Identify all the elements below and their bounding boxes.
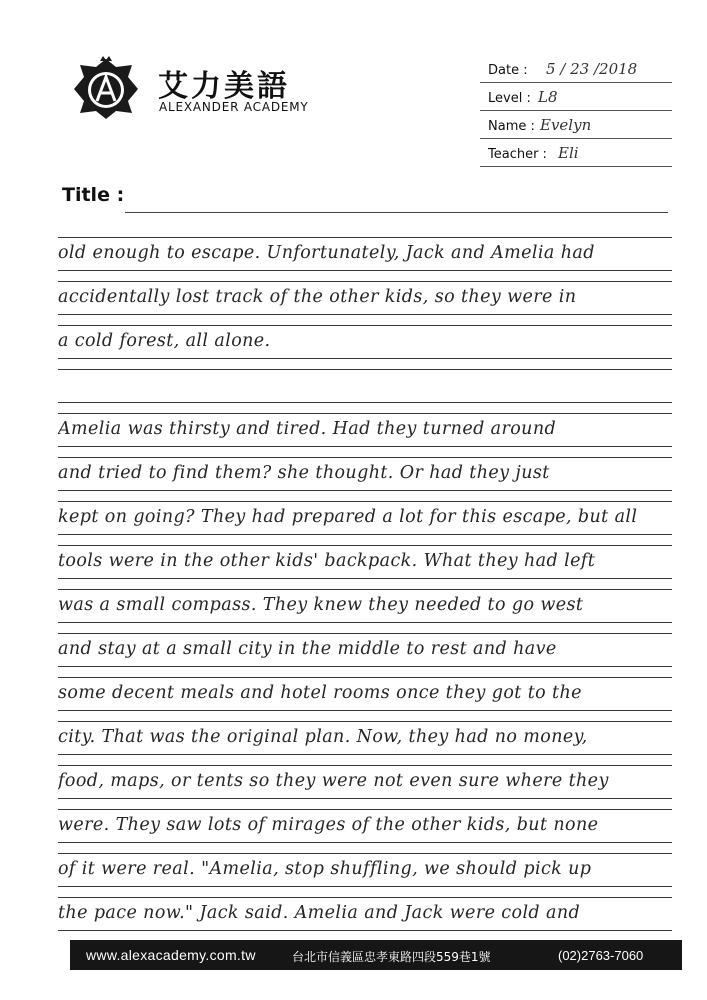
rule-line <box>58 270 672 271</box>
handwritten-line: of it were real. "Amelia, stop shuffling, we should pick up <box>58 859 592 879</box>
handwritten-line: old enough to escape. Unfortunately, Jack and Amelia had <box>58 243 595 263</box>
rule-line <box>58 578 672 579</box>
rule-line <box>58 710 672 711</box>
rule-line <box>58 853 672 854</box>
name-label: Name : <box>488 119 535 134</box>
rule-line <box>58 677 672 678</box>
rule-line <box>58 314 672 315</box>
rule-line <box>58 589 672 590</box>
logo-english-name: ALEXANDER ACADEMY <box>159 100 309 114</box>
rule-line <box>58 798 672 799</box>
handwritten-line: a cold forest, all alone. <box>58 331 271 351</box>
handwritten-line: and stay at a small city in the middle to rest and have <box>58 639 557 659</box>
rule-line <box>58 666 672 667</box>
date-label: Date : <box>488 63 528 78</box>
rule-line <box>58 754 672 755</box>
rule-line <box>58 622 672 623</box>
footer-phone: (02)2763-7060 <box>558 948 644 963</box>
rule-line <box>58 358 672 359</box>
rule-line <box>58 842 672 843</box>
title-label: Title : <box>62 184 125 206</box>
teacher-label: Teacher : <box>488 147 547 162</box>
handwritten-line: the pace now." Jack said. Amelia and Jack were cold and <box>58 903 581 923</box>
rule-line <box>58 457 672 458</box>
logo-chinese-name: 艾力美語 <box>158 69 290 104</box>
handwritten-line: food, maps, or tents so they were not even sure where they <box>58 771 609 791</box>
rule-line <box>58 325 672 326</box>
rule-line <box>58 413 672 414</box>
rule-line <box>58 721 672 722</box>
rule-line <box>58 545 672 546</box>
handwritten-line: and tried to find them? she thought. Or had they just <box>58 463 550 483</box>
rule-line <box>58 369 672 370</box>
date-value: 5 / 23 /2018 <box>546 60 638 78</box>
handwritten-line: accidentally lost track of the other kids, so they were in <box>58 287 577 307</box>
handwritten-line: was a small compass. They knew they needed to go west <box>58 595 584 615</box>
rule-line <box>58 633 672 634</box>
rule-line <box>58 809 672 810</box>
level-label: Level : <box>488 91 531 106</box>
rule-line <box>58 490 672 491</box>
name-value: Evelyn <box>540 116 592 134</box>
rule-line <box>58 886 672 887</box>
handwritten-line: kept on going? They had prepared a lot for this escape, but all <box>58 507 638 527</box>
rule-line <box>58 897 672 898</box>
rule-line <box>58 930 672 931</box>
handwritten-line: tools were in the other kids' backpack. What they had left <box>58 551 596 571</box>
handwritten-line: some decent meals and hotel rooms once they got to the <box>58 683 582 703</box>
rule-line <box>58 446 672 447</box>
rule-line <box>58 501 672 502</box>
rule-line <box>58 402 672 403</box>
rule-line <box>58 237 672 238</box>
rule-line <box>58 281 672 282</box>
handwritten-line: were. They saw lots of mirages of the other kids, but none <box>58 815 599 835</box>
handwritten-line: city. That was the original plan. Now, they had no money, <box>58 727 588 747</box>
footer-bar <box>70 940 682 970</box>
level-value: L8 <box>538 88 558 106</box>
handwritten-line: Amelia was thirsty and tired. Had they turned around <box>58 419 557 439</box>
rule-line <box>58 534 672 535</box>
footer-website: www.alexacademy.com.tw <box>86 947 256 963</box>
rule-line <box>58 765 672 766</box>
teacher-value: Eli <box>558 144 579 162</box>
footer-address: 台北市信義區忠孝東路四段559巷1號 <box>292 950 491 964</box>
